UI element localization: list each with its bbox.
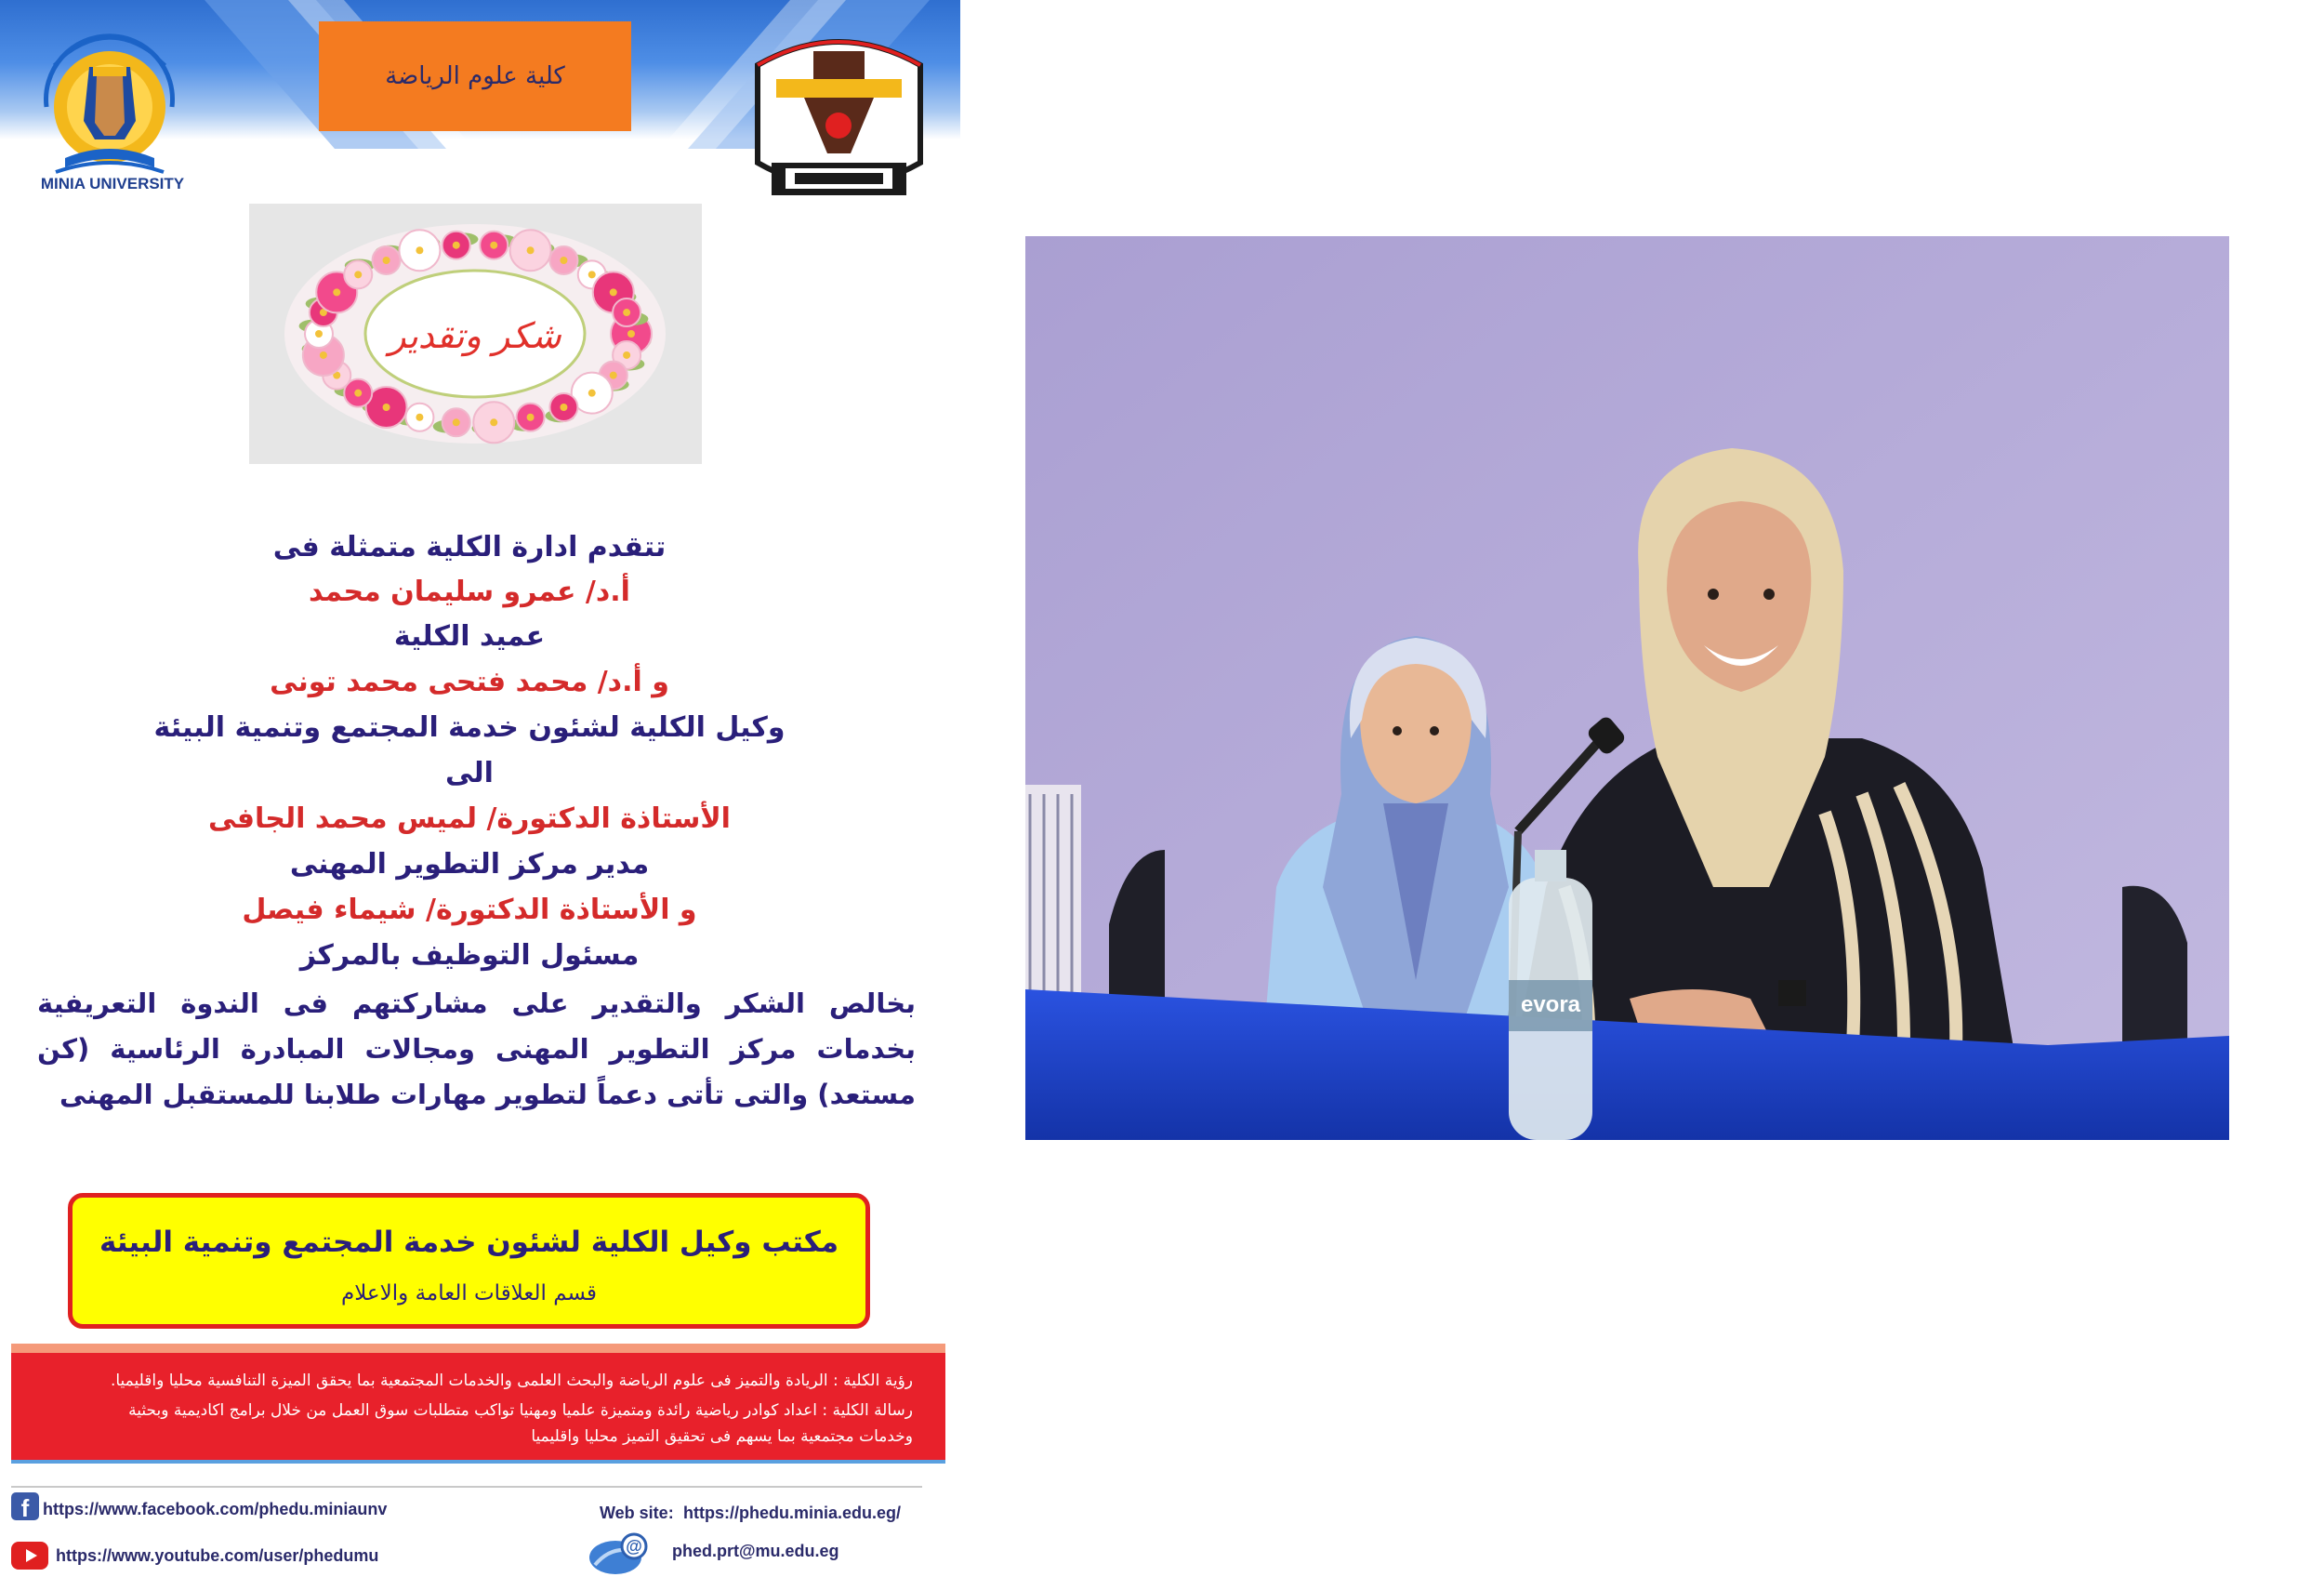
flower-wreath-icon	[249, 204, 702, 464]
vision-text: رؤية الكلية : الريادة والتميز فى علوم الرياضة والبحث العلمى والخدمات المجتمعية بما يحقق الميزة التنافسية محليا واقليميا.	[110, 1372, 913, 1390]
letter-intro: تتقدم ادارة الكلية متمثلة فى	[272, 531, 667, 563]
wreath-flower-center	[315, 330, 323, 338]
wreath-flower-center	[354, 271, 362, 278]
office-title: مكتب وكيل الكلية لشئون خدمة المجتمع وتنمية البيئة	[99, 1226, 839, 1259]
letter-dean-title: عميد الكلية	[393, 620, 546, 653]
thanks-card-title: شكر وتقدير	[389, 315, 561, 356]
email-icon	[588, 1530, 656, 1576]
wreath-flower-center	[416, 246, 423, 254]
wreath-flower-center	[623, 351, 630, 359]
letter-recipient-2-name: و الأستاذة الدكتورة/ شيماء فيصل	[242, 894, 697, 926]
wreath-flower-center	[527, 246, 535, 254]
office-subtitle: قسم العلاقات العامة والاعلام	[340, 1281, 598, 1305]
faculty-title-box	[319, 21, 631, 131]
wreath-flower-center	[333, 288, 340, 296]
wreath-flower-center	[560, 257, 567, 264]
website-label: Web site:	[600, 1504, 674, 1522]
wreath-flower-center	[588, 390, 596, 397]
university-name: MINIA UNIVERSITY	[40, 175, 185, 192]
website-link[interactable]: https://phedu.minia.edu.eg/	[683, 1504, 901, 1522]
divider	[11, 1486, 922, 1488]
letter-vice-dean-title: وكيل الكلية لشئون خدمة المجتمع وتنمية البيئة	[153, 711, 786, 744]
event-photo	[1025, 236, 2229, 1140]
letter-to: الى	[445, 757, 494, 789]
email-link[interactable]: phed.prt@mu.edu.eg	[672, 1542, 839, 1560]
wreath-flower-center	[560, 404, 567, 411]
wreath-flower-center	[623, 309, 630, 316]
minia-university-logo-icon	[28, 19, 191, 195]
wreath-flower-center	[490, 418, 497, 426]
band-bottom-stripe	[11, 1460, 945, 1464]
wreath-flower-center	[383, 404, 390, 411]
wreath-flower-center	[383, 257, 390, 264]
vision-mission-band	[11, 1353, 945, 1460]
youtube-icon	[11, 1542, 48, 1570]
wreath-flower-center	[610, 288, 617, 296]
bottle-label: evora	[1520, 992, 1581, 1017]
letter-recipient-2-title: مسئول التوظيف بالمركز	[299, 939, 640, 972]
wreath-flower-center	[453, 242, 460, 249]
thanks-card	[249, 204, 702, 464]
letter-recipient-1-title: مدير مركز التطوير المهنى	[289, 848, 650, 881]
mission-text: رسالة الكلية : اعداد كوادر رياضية رائدة ومتميزة علميا ومهنيا تواكب متطلبات سوق العمل من خلال برامج اكاديمية وبحثية	[128, 1401, 913, 1420]
office-box	[68, 1193, 870, 1329]
facebook-icon: f	[11, 1492, 39, 1520]
band-top-stripe	[11, 1344, 945, 1353]
mission-text-cont: وخدمات مجتمعية بما يسهم فى تحقيق التميز محليا واقليميا	[531, 1427, 913, 1446]
letter-vice-dean-name: و أ.د/ محمد فتحى محمد تونى	[270, 666, 669, 698]
wreath-flower-center	[416, 414, 423, 421]
letter-dean-name: أ.د/ عمرو سليمان محمد	[309, 576, 630, 608]
youtube-link[interactable]: https://www.youtube.com/user/phedumu	[56, 1546, 379, 1565]
wreath-flower-center	[610, 372, 617, 379]
letter-recipient-1-name: الأستاذة الدكتورة/ لميس محمد الجافى	[208, 802, 731, 835]
wreath-flower-center	[527, 414, 535, 421]
wreath-flower-center	[627, 330, 635, 338]
wreath-flower-center	[354, 390, 362, 397]
event-photo-scene	[1025, 236, 2229, 1140]
letter-paragraph: بخالص الشكر والتقدير على مشاركتهم فى الندوة التعريفية بخدمات مركز التطوير المهنى ومجالات المبادرة الرئاسية (كن مستعد) والتى تأتى دعماً لتطوير مهارات طلابنا للمستقبل المهنى	[37, 987, 916, 1110]
facebook-link[interactable]: https://www.facebook.com/phedu.miniaunv	[43, 1500, 388, 1518]
faculty-logo-icon	[748, 23, 930, 205]
wreath-flower-center	[320, 351, 327, 359]
wreath-flower-center	[588, 271, 596, 278]
header-banner	[0, 0, 960, 206]
svg-text:@: @	[626, 1537, 642, 1556]
wreath-flower-center	[453, 418, 460, 426]
wreath-flower-center	[490, 242, 497, 249]
faculty-title: كلية علوم الرياضة	[385, 62, 565, 90]
